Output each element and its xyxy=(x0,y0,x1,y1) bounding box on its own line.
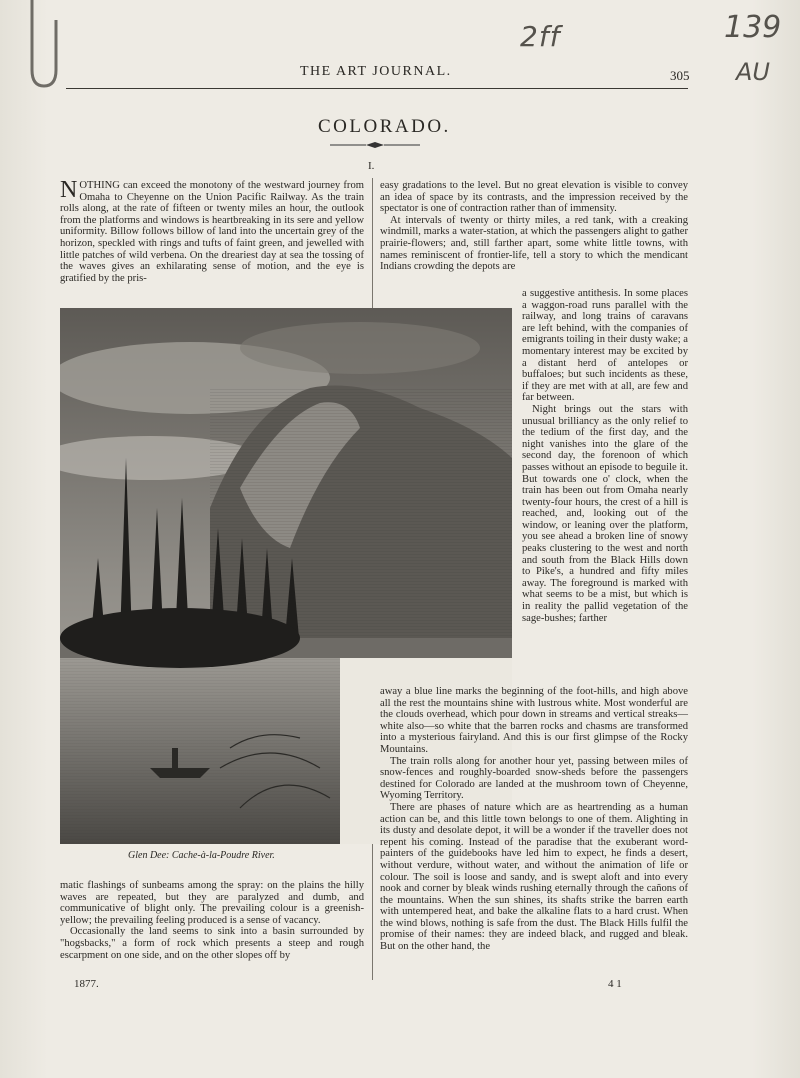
paragraph: At intervals of twenty or thirty miles, a red tank, with a creaking windmill, marks a water-station, at which the passengers alight to gather prairie-flowers; and, still farther apart, some white little towns, with names reminiscent of frontier-life, tell a story to which the mendicant Indians crowding the depots are xyxy=(380,214,688,273)
paragraph: The train rolls along for another hour yet, passing between miles of snow-fences and roughly-boarded snow-sheds before the passengers destined for Colorado are landed at the mushroom town of Cheyenne, Wyoming Territory. xyxy=(380,755,688,802)
ornament-icon xyxy=(330,141,420,149)
paragraph: away a blue line marks the beginning of the foot-hills, and high above all the rest the mountains shine with lustrous white. Most wonderful are the clouds overhead, which pour down in streams and vertical streaks—white also—so white that the barren rocks and chasms are transformed into a mysterious fairyland. And this is our first glimpse of the Rocky Mountains. xyxy=(380,686,688,755)
signature-mark: 4 1 xyxy=(608,978,622,990)
drop-cap: N xyxy=(60,177,78,203)
paragraph: OTHING can exceed the monotony of the westward journey from Omaha to Cheyenne on the Union Pacific Railway. As the train rolls along, at the rate of fifteen or twenty miles an hour, the outlook from the platforms and windows is heartbreaking in its sere and yellow uniformity. Billow follows billow of land into the uncertain grey of the horizon, speckled with rings and tufts of faint green, and jewelled with little patches of wild verbena. On the dreariest day at sea the tossing of the waves gives an exhilarating sense of motion, and the eye is gratified by the pris- xyxy=(60,180,364,284)
narrow-column xyxy=(522,288,688,624)
header-rule xyxy=(66,88,688,89)
handwritten-note: AU xyxy=(736,58,770,86)
illustration-caption: Glen Dee: Cache-à-la-Poudre River. xyxy=(128,850,275,861)
right-column-top xyxy=(380,180,688,273)
section-number: I. xyxy=(368,160,375,172)
handwritten-note: 139 xyxy=(724,10,782,45)
paragraph: There are phases of nature which are as heartrending as a human action can be, and this little town belongs to one of them. Alighting in its dusty and desolate depot, it will be a wonder if the traveller does not repent his coming. Instead of the paradise that the exuberant word-painters of the guidebooks have led him to expect, he finds a desert, without verdure, without water, and without the animation of life or colour. The soil is loose and sandy, and is swept aloft and into every nook and corner by bleak winds rushing eternally through the cañons of the mountains. When the sun shines, its shafts strike the barren earth with untempered heat, and bake the alkaline flats to a hard crust. When the wind blows, nothing is safe from the dust. The Black Hills fulfil the promise of their names: they are indeed black, and rugged and bleak. But on the other hand, the xyxy=(380,801,688,953)
article-title: COLORADO. xyxy=(318,116,451,137)
paragraph: a suggestive antithesis. In some places a waggon-road runs parallel with the railway, and long trains of caravans are left behind, with the companies of emigrants toiling in their dusty wake; a momentary interest may be excited by a distant herd of antelopes or buffaloes; but such incidents as these, if they are met with at all, are few and far between. xyxy=(522,288,688,404)
running-head: THE ART JOURNAL. xyxy=(300,64,452,79)
left-column-top xyxy=(60,177,364,284)
handwritten-note: 2ff xyxy=(520,20,561,53)
footer-year: 1877. xyxy=(74,978,99,990)
paragraph: easy gradations to the level. But no great elevation is visible to convey an idea of space by its contrasts, and the impression received by the spectator is one of contraction rather than of immensity. xyxy=(380,180,688,215)
right-column-bottom xyxy=(380,686,688,953)
left-column-bottom xyxy=(60,880,364,961)
paragraph: Night brings out the stars with unusual brilliancy as the only relief to the tedium of the first day, and the night vanishes into the glare of the second day, the forenoon of which passes without an episode to beguile it. But towards one o' clock, when the train has been out from Omaha nearly twenty-four hours, the crest of a hill is reached, and, looking out of the window, or leaning over the platform, you see ahead a broken line of snowy peaks clustering to the west and north and south from the Black Hills down to Pike's, a hundred and fifty miles away. The foreground is marked with what seems to be a mist, but which is in reality the pallid vegetation of the sage-bushes; farther xyxy=(522,403,688,624)
paragraph: Occasionally the land seems to sink into a basin surrounded by "hogsbacks," a form of rock which presents a steep and rough escarpment on one side, and on the other slopes off by xyxy=(60,926,364,961)
page-number: 305 xyxy=(670,68,690,83)
paragraph: matic flashings of sunbeams among the spray: on the plains the hilly waves are repeated, but they are paralyzed and dumb, and communicative of blight only. The prevailing colour is a greenish-yellow; the prevailing feeling produced is a sense of vacancy. xyxy=(60,880,364,926)
paper-clip-icon xyxy=(24,0,64,92)
